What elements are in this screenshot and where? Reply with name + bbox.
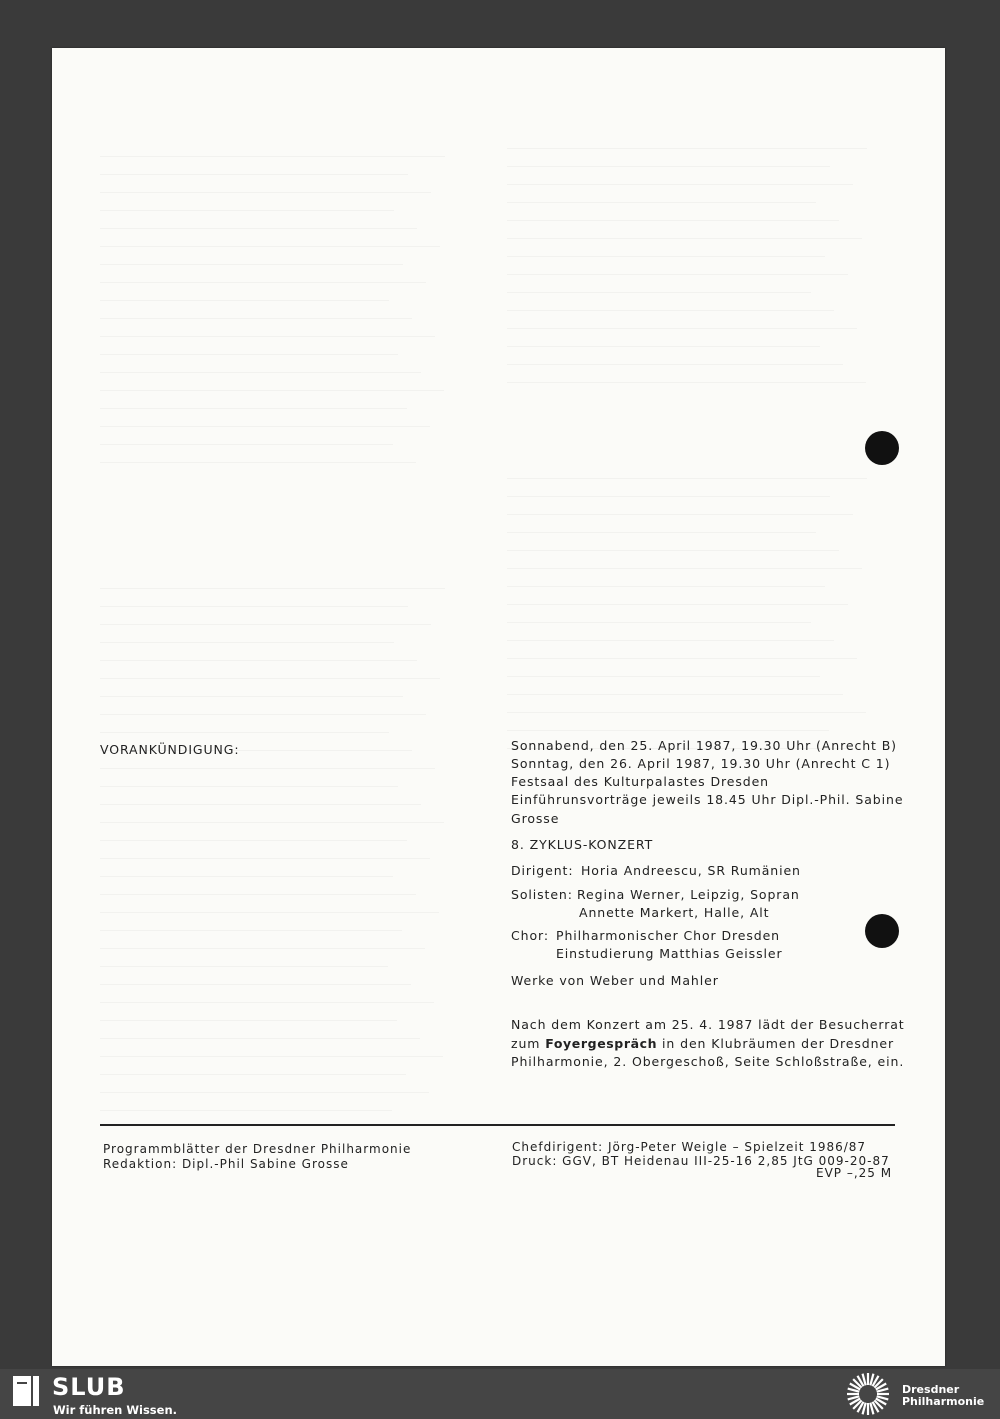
philharmonie-logo-icon [840, 1371, 896, 1417]
choir-rehearsal: Einstudierung Matthias Geissler [556, 946, 783, 961]
soloists-label: Solisten: [511, 887, 573, 902]
bleed-through-line [100, 372, 421, 373]
bleed-through-line [100, 354, 398, 355]
bleed-through-line [100, 228, 417, 229]
bleed-through-line [507, 496, 830, 497]
bleed-through-line [100, 948, 425, 949]
works: Werke von Weber und Mahler [511, 973, 719, 988]
bleed-through-line [507, 346, 820, 347]
bleed-through-line [100, 966, 388, 967]
bleed-through-line [100, 606, 408, 607]
bleed-through-line [100, 1092, 429, 1093]
bleed-through-line [100, 282, 426, 283]
bleed-through-line [100, 660, 417, 661]
bleed-through-line [100, 408, 407, 409]
choir-name: Philharmonischer Chor Dresden [556, 928, 780, 943]
note-line-2 [511, 1035, 894, 1053]
soloist-1: Regina Werner, Leipzig, Sopran [577, 887, 800, 902]
slub-logo-icon [13, 1376, 39, 1406]
bleed-through-line [507, 292, 811, 293]
note-line-2-post: in den Klubräumen der Dresdner [657, 1036, 895, 1051]
imprint-right-1: Chefdirigent: Jörg-Peter Weigle – Spielzeit 1986/87 [512, 1140, 867, 1154]
bleed-through-line [100, 930, 402, 931]
bleed-through-line [507, 622, 811, 623]
bleed-through-line [507, 220, 839, 221]
bleed-through-line [507, 730, 829, 731]
bleed-through-line [507, 328, 857, 329]
bleed-through-line [100, 588, 445, 589]
event-date-2: Sonntag, den 26. April 1987, 19.30 Uhr (Anrecht C 1) [511, 756, 891, 771]
bleed-through-line [507, 676, 820, 677]
bleed-through-line [507, 478, 867, 479]
bleed-through-line [100, 390, 444, 391]
bleed-through-line [100, 912, 439, 913]
event-date-1: Sonnabend, den 25. April 1987, 19.30 Uhr (Anrecht B) [511, 738, 897, 753]
bleed-through-line [507, 604, 848, 605]
event-venue: Festsaal des Kulturpalastes Dresden [511, 774, 769, 789]
bleed-through-line [100, 426, 430, 427]
bleed-through-line [100, 732, 389, 733]
imprint-left-1: Programmblätter der Dresdner Philharmonie [103, 1142, 412, 1156]
note-line-1: Nach dem Konzert am 25. 4. 1987 lädt der Besucherrat [511, 1017, 905, 1032]
concert-title: 8. ZYKLUS-KONZERT [511, 837, 654, 852]
bleed-through-line [100, 678, 440, 679]
bleed-through-line [507, 586, 825, 587]
conductor-name: Horia Andreescu, SR Rumänien [581, 863, 801, 878]
partner-name-line-2: Philharmonie [902, 1395, 985, 1408]
bleed-through-line [100, 210, 394, 211]
bleed-through-line [507, 514, 853, 515]
bleed-through-line [100, 1056, 443, 1057]
bleed-through-line [100, 336, 435, 337]
bleed-through-line [507, 532, 816, 533]
soloist-2: Annette Markert, Halle, Alt [579, 905, 770, 920]
bleed-through-line [100, 192, 431, 193]
bleed-through-line [507, 238, 862, 239]
bleed-through-line [507, 364, 843, 365]
bleed-through-line [507, 712, 866, 713]
bleed-through-line [100, 1020, 397, 1021]
foyer-talk-emphasis: Foyergespräch [545, 1036, 658, 1051]
bleed-through-line [100, 444, 393, 445]
bleed-through-line [100, 642, 394, 643]
imprint-left-2: Redaktion: Dipl.-Phil Sabine Grosse [103, 1157, 349, 1171]
note-line-3: Philharmonie, 2. Obergeschoß, Seite Schloßstraße, ein. [511, 1054, 905, 1069]
bleed-through-line [507, 184, 853, 185]
slub-name: SLUB [52, 1373, 126, 1401]
event-intro-talk-cont: Grosse [511, 811, 560, 826]
bleed-through-line [100, 462, 416, 463]
bleed-through-line [100, 894, 416, 895]
bleed-through-line [507, 658, 857, 659]
bleed-through-line [100, 156, 445, 157]
bleed-through-line [100, 804, 421, 805]
bleed-through-line [507, 274, 848, 275]
bleed-through-line [100, 696, 403, 697]
imprint-right-2: Druck: GGV, BT Heidenau III-25-16 2,85 JtG 009-20-87 [512, 1154, 890, 1168]
bleed-through-line [507, 310, 834, 311]
bleed-through-line [100, 300, 389, 301]
partner-name-line-1: Dresdner [902, 1383, 960, 1396]
conductor-label: Dirigent: [511, 863, 574, 878]
bleed-through-line [507, 166, 830, 167]
bleed-through-line [100, 246, 440, 247]
bleed-through-line [100, 1038, 420, 1039]
bleed-through-line [100, 714, 426, 715]
bleed-through-line [100, 318, 412, 319]
bleed-through-line [507, 202, 816, 203]
bleed-through-line [507, 148, 867, 149]
punch-hole-bottom [865, 914, 899, 948]
bleed-through-line [507, 550, 839, 551]
bleed-through-line [100, 840, 407, 841]
bleed-through-line [100, 984, 411, 985]
event-intro-talk: Einführunsvorträge jeweils 18.45 Uhr Dipl.-Phil. Sabine [511, 792, 904, 807]
imprint-divider [100, 1124, 895, 1126]
note-line-2-pre: zum [511, 1036, 546, 1051]
bleed-through-line [100, 1110, 392, 1111]
bleed-through-line [100, 1002, 434, 1003]
bleed-through-line [100, 768, 435, 769]
bleed-through-line [100, 624, 431, 625]
bleed-through-line [100, 786, 398, 787]
announcement-heading: VORANKÜNDIGUNG: [100, 742, 240, 757]
slub-tagline: Wir führen Wissen. [53, 1403, 178, 1417]
partner-name [902, 1384, 984, 1408]
bleed-through-line [507, 694, 843, 695]
bleed-through-line [507, 640, 834, 641]
bleed-through-line [100, 822, 444, 823]
bleed-through-line [507, 382, 866, 383]
punch-hole-top [865, 431, 899, 465]
bleed-through-line [100, 876, 393, 877]
bleed-through-line [507, 568, 862, 569]
bleed-through-line [100, 858, 430, 859]
choir-label: Chor: [511, 928, 549, 943]
bleed-through-line [100, 1074, 406, 1075]
bleed-through-line [507, 256, 825, 257]
price: EVP –,25 M [816, 1166, 893, 1180]
bleed-through-line [100, 264, 403, 265]
bleed-through-line [100, 174, 408, 175]
